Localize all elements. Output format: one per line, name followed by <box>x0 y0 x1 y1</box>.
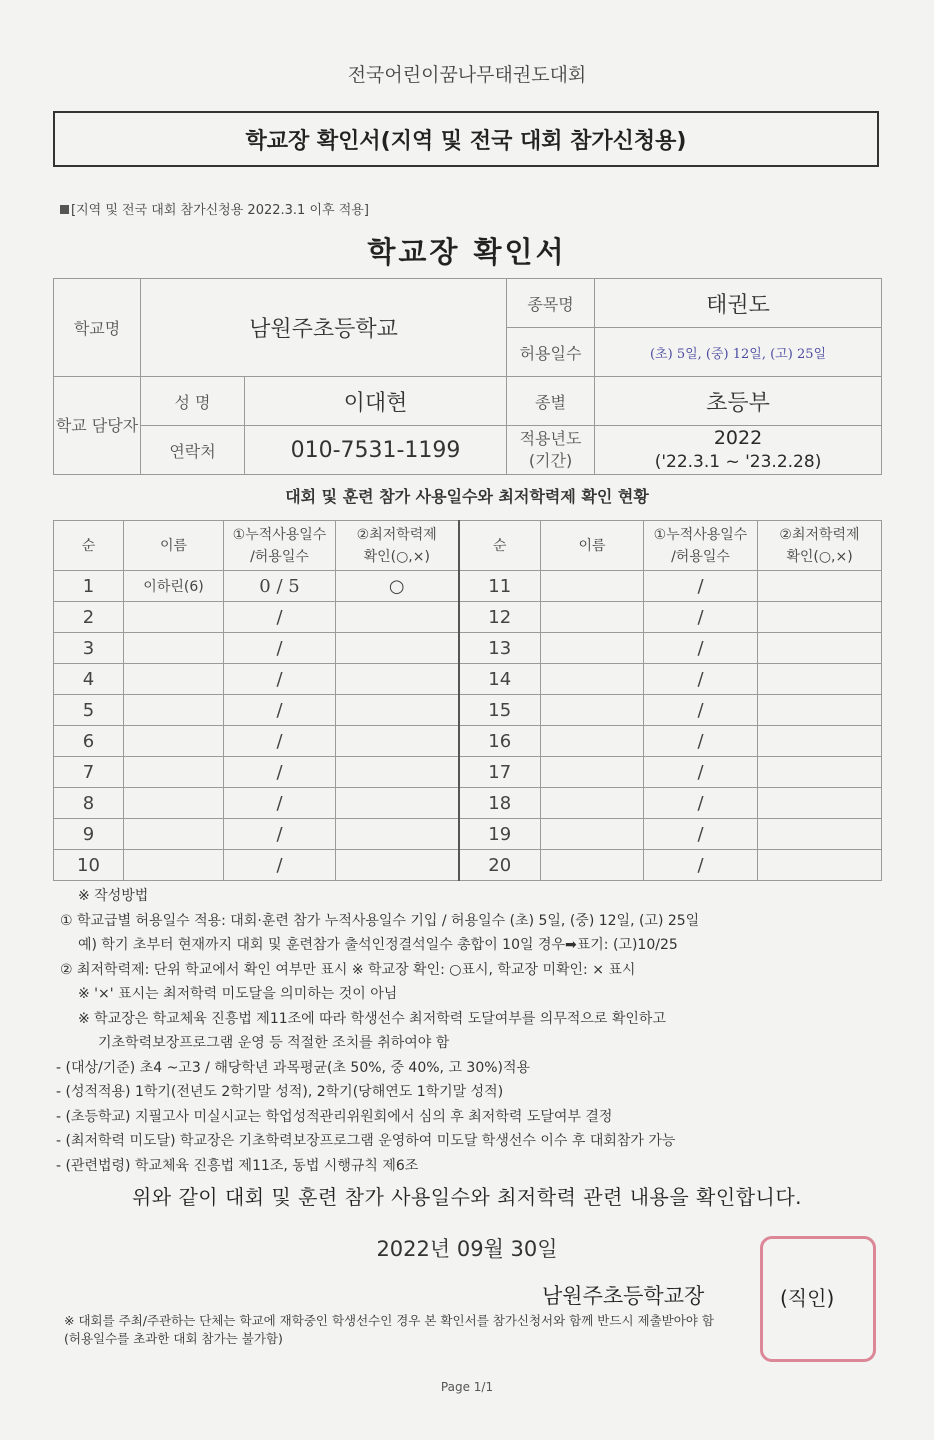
header-min-line1: ②최저학력제 <box>356 526 437 543</box>
row-min: ○ <box>336 571 459 602</box>
table-row <box>54 788 882 819</box>
row-name <box>541 788 644 819</box>
table-subtitle: 대회 및 훈련 참가 사용일수와 최저학력제 확인 현황 <box>285 487 649 506</box>
table-row <box>54 571 882 602</box>
header-days-line1: ①누적사용일수 <box>653 526 748 543</box>
row-min <box>336 850 459 881</box>
year-cell <box>595 426 882 475</box>
row-name: 이하린(6) <box>124 571 224 602</box>
row-name <box>541 757 644 788</box>
row-min <box>336 633 459 664</box>
page-number: Page 1/1 <box>440 1380 494 1394</box>
row-no: 7 <box>54 757 124 788</box>
applicability-note <box>60 199 369 218</box>
row-name <box>541 850 644 881</box>
header-name-right: 이름 <box>541 521 644 571</box>
row-min <box>758 726 882 757</box>
row-name <box>124 602 224 633</box>
row-days: / <box>224 757 336 788</box>
row-no: 1 <box>54 571 124 602</box>
header-days-line2: /허용일수 <box>671 548 730 565</box>
row-days: / <box>644 571 758 602</box>
row-no: 19 <box>459 819 541 850</box>
method-line: - (대상/기준) 초4 ~고3 / 해당학년 과목평균(초 50%, 중 40%, 고 30%)적용 <box>56 1059 531 1076</box>
method-line: 기초학력보장프로그램 운영 등 적절한 조치를 취하여야 함 <box>98 1035 450 1051</box>
header-no-right: 순 <box>459 521 541 571</box>
table-row <box>54 726 882 757</box>
usage-table <box>53 520 882 881</box>
row-days: / <box>644 757 758 788</box>
row-min <box>758 850 882 881</box>
applicability-note-text: [지역 및 전국 대회 참가신청용 2022.3.1 이후 적용] <box>71 203 369 218</box>
row-min <box>336 664 459 695</box>
row-min <box>336 788 459 819</box>
form-title: 학교장 확인서(지역 및 전국 대회 참가신청용) <box>53 111 879 167</box>
row-no: 18 <box>459 788 541 819</box>
row-name <box>124 819 224 850</box>
method-line: - (성적적용) 1학기(전년도 2학기말 성적), 2학기(당해연도 1학기말 성적) <box>56 1084 504 1100</box>
year-label: 적용년도 (기간) <box>507 426 595 475</box>
header-days-line2: /허용일수 <box>250 548 309 565</box>
table-row <box>54 695 882 726</box>
row-min <box>758 664 882 695</box>
row-name <box>541 633 644 664</box>
row-min <box>758 633 882 664</box>
seal-label: (직인) <box>780 1286 835 1310</box>
division-value: 초등부 <box>595 377 882 426</box>
row-name <box>124 726 224 757</box>
square-bullet-icon <box>60 205 69 214</box>
info-table <box>53 278 882 475</box>
allowed-days-label: 허용일수 <box>507 328 595 377</box>
method-line: ② 최저학력제: 단위 학교에서 확인 여부만 표시 ※ 학교장 확인: ○표시, 학교장 미확인: × 표시 <box>60 961 636 978</box>
method-line: - (초등학교) 지필고사 미실시교는 학업성적관리위원회에서 심의 후 최저학력 도달여부 결정 <box>56 1108 613 1125</box>
table-row <box>54 819 882 850</box>
method-line: - (관련법령) 학교체육 진흥법 제11조, 동법 시행규칙 제6조 <box>56 1157 419 1174</box>
row-no: 12 <box>459 602 541 633</box>
header-days-left <box>224 521 336 571</box>
header-min-line1: ②최저학력제 <box>779 526 860 543</box>
row-days: / <box>224 819 336 850</box>
header-min-line2: 확인(○,×) <box>363 548 430 565</box>
row-days: / <box>644 664 758 695</box>
method-line: ① 학교급별 허용일수 적용: 대회·훈련 참가 누적사용일수 기입 / 허용일수 (초) 5일, (중) 12일, (고) 25일 <box>60 912 700 929</box>
row-name <box>541 819 644 850</box>
row-no: 6 <box>54 726 124 757</box>
row-no: 10 <box>54 850 124 881</box>
row-no: 13 <box>459 633 541 664</box>
row-name <box>541 726 644 757</box>
event-value: 태권도 <box>595 279 882 328</box>
row-name <box>124 695 224 726</box>
row-min <box>758 571 882 602</box>
footer-note-line1: ※ 대회를 주최/주관하는 단체는 학교에 재학중인 학생선수인 경우 본 확인서를 참가신청서와 함께 반드시 제출받아야 함 <box>64 1313 714 1328</box>
row-days: / <box>644 726 758 757</box>
row-days: / <box>644 602 758 633</box>
contact-value: 010-7531-1199 <box>245 426 507 475</box>
row-name <box>124 633 224 664</box>
writing-method-section <box>56 884 916 1178</box>
header-min-line2: 확인(○,×) <box>786 548 853 565</box>
row-min <box>758 819 882 850</box>
row-no: 9 <box>54 819 124 850</box>
manager-name-label: 성 명 <box>141 377 245 426</box>
row-name <box>541 602 644 633</box>
row-name <box>124 757 224 788</box>
table-row <box>54 664 882 695</box>
row-min <box>758 757 882 788</box>
row-name <box>541 571 644 602</box>
row-days: / <box>224 850 336 881</box>
period-value: ('22.3.1 ~ '23.2.28) <box>654 452 822 472</box>
event-label: 종목명 <box>507 279 595 328</box>
row-min <box>336 757 459 788</box>
row-name <box>541 695 644 726</box>
header-min-left <box>336 521 459 571</box>
row-days: / <box>644 633 758 664</box>
row-min <box>336 602 459 633</box>
row-days: / <box>644 788 758 819</box>
school-name-value: 남원주초등학교 <box>141 279 507 377</box>
year-value: 2022 <box>713 427 763 449</box>
row-name <box>124 850 224 881</box>
contact-label: 연락처 <box>141 426 245 475</box>
method-line: - (최저학력 미도달) 학교장은 기초학력보장프로그램 운영하여 미도달 학생선수 이수 후 대회참가 가능 <box>56 1133 676 1149</box>
row-name <box>124 664 224 695</box>
method-title: ※ 작성방법 <box>78 888 149 904</box>
manager-label: 학교 담당자 <box>54 377 141 475</box>
header-min-right <box>758 521 882 571</box>
row-no: 17 <box>459 757 541 788</box>
table-row <box>54 602 882 633</box>
document-title: 학교장 확인서 <box>367 235 567 269</box>
row-days: / <box>224 602 336 633</box>
row-no: 2 <box>54 602 124 633</box>
row-min <box>758 788 882 819</box>
signature-date: 2022년 09월 30일 <box>376 1237 558 1261</box>
division-label: 종별 <box>507 377 595 426</box>
table-header-row <box>54 521 882 571</box>
row-min <box>758 602 882 633</box>
organization-name: 전국어린이꿈나무태권도대회 <box>347 64 587 86</box>
row-days: / <box>224 664 336 695</box>
school-name-label: 학교명 <box>54 279 141 377</box>
row-no: 8 <box>54 788 124 819</box>
footer-note-line2: (허용일수를 초과한 대회 참가는 불가함) <box>64 1331 283 1346</box>
row-days: / <box>644 695 758 726</box>
table-row <box>54 757 882 788</box>
row-days: / <box>224 726 336 757</box>
allowed-days-value: (초) 5일, (중) 12일, (고) 25일 <box>595 328 882 377</box>
row-days: 0 / 5 <box>224 571 336 602</box>
row-no: 11 <box>459 571 541 602</box>
row-min <box>336 819 459 850</box>
row-days: / <box>644 850 758 881</box>
method-line: ※ '×' 표시는 최저학력 미도달을 의미하는 것이 아님 <box>78 986 398 1002</box>
row-min <box>336 695 459 726</box>
signer-name: 남원주초등학교장 <box>542 1284 705 1308</box>
manager-name-value: 이대현 <box>245 377 507 426</box>
row-name <box>124 788 224 819</box>
row-days: / <box>644 819 758 850</box>
row-days: / <box>224 695 336 726</box>
method-line: ※ 학교장은 학교체육 진흥법 제11조에 따라 학생선수 최저학력 도달여부를 의무적으로 확인하고 <box>78 1010 666 1027</box>
table-row <box>54 633 882 664</box>
table-row <box>54 850 882 881</box>
row-no: 5 <box>54 695 124 726</box>
header-days-right <box>644 521 758 571</box>
row-name <box>541 664 644 695</box>
header-days-line1: ①누적사용일수 <box>232 526 327 543</box>
row-min <box>758 695 882 726</box>
row-no: 3 <box>54 633 124 664</box>
footer-note <box>64 1312 714 1348</box>
header-name-left: 이름 <box>124 521 224 571</box>
row-min <box>336 726 459 757</box>
row-no: 20 <box>459 850 541 881</box>
row-no: 14 <box>459 664 541 695</box>
row-no: 16 <box>459 726 541 757</box>
row-no: 4 <box>54 664 124 695</box>
header-no-left: 순 <box>54 521 124 571</box>
confirmation-statement: 위와 같이 대회 및 훈련 참가 사용일수와 최저학력 관련 내용을 확인합니다. <box>131 1185 803 1209</box>
method-line: 예) 학기 초부터 현재까지 대회 및 훈련참가 출석인정결석일수 총합이 10일 경우➡표기: (고)10/25 <box>78 937 678 953</box>
row-days: / <box>224 788 336 819</box>
row-days: / <box>224 633 336 664</box>
row-no: 15 <box>459 695 541 726</box>
